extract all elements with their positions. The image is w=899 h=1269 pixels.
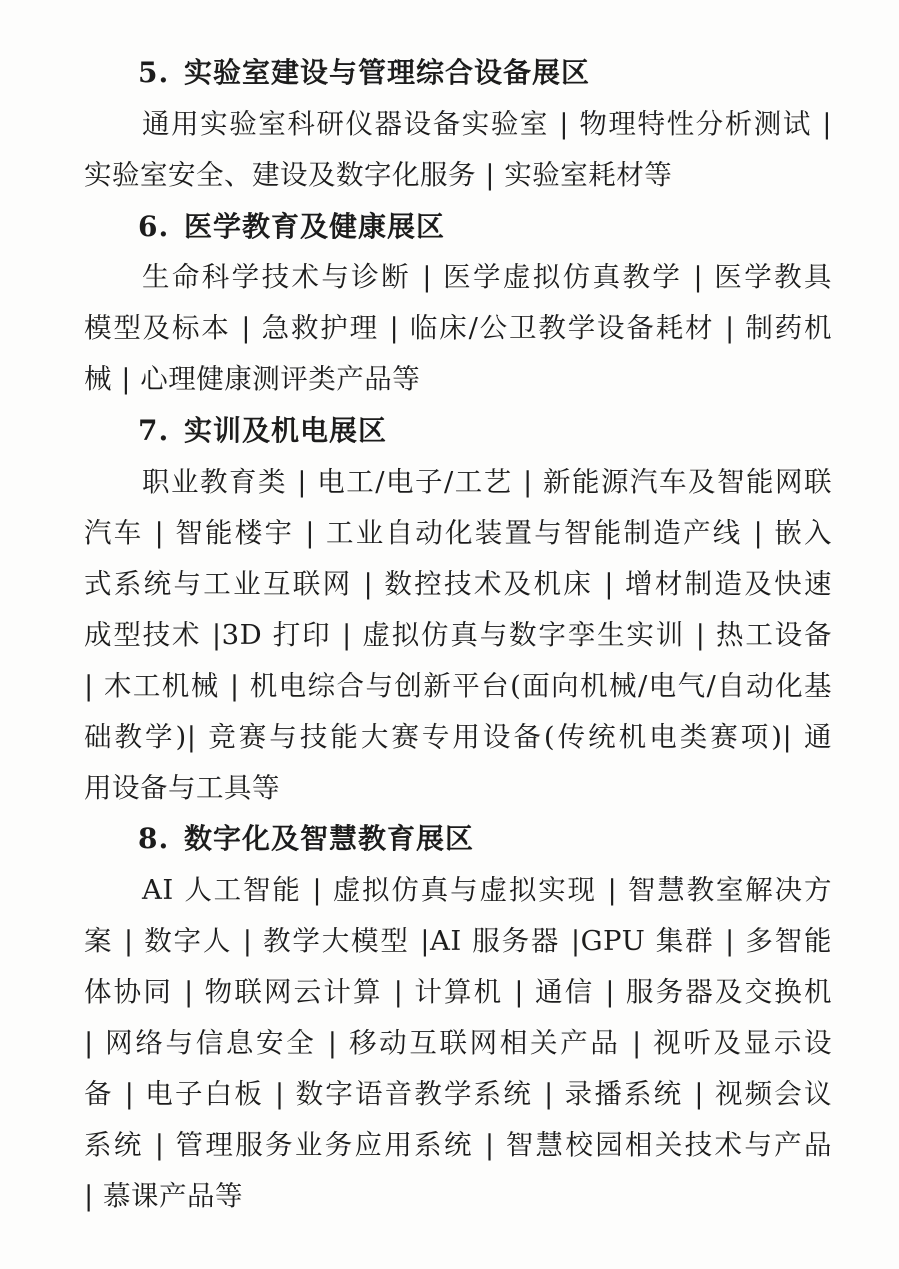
section-8-line-1: AI 人工智能 | 虚拟仿真与虚拟实现 | 智慧教室解决方 bbox=[142, 874, 832, 906]
section-8-line-2: 案 | 数字人 | 教学大模型 |AI 服务器 |GPU 集群 | 多智能 bbox=[84, 925, 832, 957]
section-8-line-6: 系统 | 管理服务业务应用系统 | 智慧校园相关技术与产品 bbox=[84, 1129, 832, 1161]
section-7-line-6: 础教学)| 竞赛与技能大赛专用设备(传统机电类赛项)| 通 bbox=[84, 721, 832, 753]
section-5-line-2: 实验室安全、建设及数字化服务 | 实验室耗材等 bbox=[84, 159, 673, 191]
section-6-line-3: 械 | 心理健康测评类产品等 bbox=[84, 363, 421, 395]
section-number: 6. bbox=[138, 210, 170, 243]
section-7-line-4: 成型技术 |3D 打印 | 虚拟仿真与数字孪生实训 | 热工设备 bbox=[84, 619, 832, 651]
section-title: 实训及机电展区 bbox=[184, 414, 388, 447]
section-6-line-1: 生命科学技术与诊断 | 医学虚拟仿真教学 | 医学教具 bbox=[142, 261, 832, 293]
section-number: 5. bbox=[138, 56, 170, 89]
section-7-line-2: 汽车 | 智能楼宇 | 工业自动化装置与智能制造产线 | 嵌入 bbox=[84, 517, 832, 549]
section-5-line-1: 通用实验室科研仪器设备实验室 | 物理特性分析测试 | bbox=[142, 108, 832, 140]
section-7-line-3: 式系统与工业互联网 | 数控技术及机床 | 增材制造及快速 bbox=[84, 568, 832, 600]
section-title: 数字化及智慧教育展区 bbox=[184, 822, 475, 855]
section-8-line-7: | 慕课产品等 bbox=[84, 1180, 244, 1212]
section-8-line-3: 体协同 | 物联网云计算 | 计算机 | 通信 | 服务器及交换机 bbox=[84, 976, 832, 1008]
section-number: 7. bbox=[138, 414, 170, 447]
section-heading-7 bbox=[138, 410, 387, 452]
section-8-line-4: | 网络与信息安全 | 移动互联网相关产品 | 视听及显示设 bbox=[84, 1027, 832, 1059]
section-8-line-5: 备 | 电子白板 | 数字语音教学系统 | 录播系统 | 视频会议 bbox=[84, 1078, 832, 1110]
section-7-line-5: | 木工机械 | 机电综合与创新平台(面向机械/电气/自动化基 bbox=[84, 670, 832, 702]
section-heading-5 bbox=[138, 52, 590, 94]
section-6-line-2: 模型及标本 | 急救护理 | 临床/公卫教学设备耗材 | 制药机 bbox=[84, 312, 832, 344]
section-number: 8. bbox=[138, 822, 170, 855]
section-title: 实验室建设与管理综合设备展区 bbox=[184, 56, 591, 89]
section-7-line-1: 职业教育类 | 电工/电子/工艺 | 新能源汽车及智能网联 bbox=[142, 466, 832, 498]
section-title: 医学教育及健康展区 bbox=[184, 210, 446, 243]
section-7-line-7: 用设备与工具等 bbox=[84, 772, 280, 804]
section-heading-8 bbox=[138, 818, 474, 860]
section-heading-6 bbox=[138, 206, 445, 248]
